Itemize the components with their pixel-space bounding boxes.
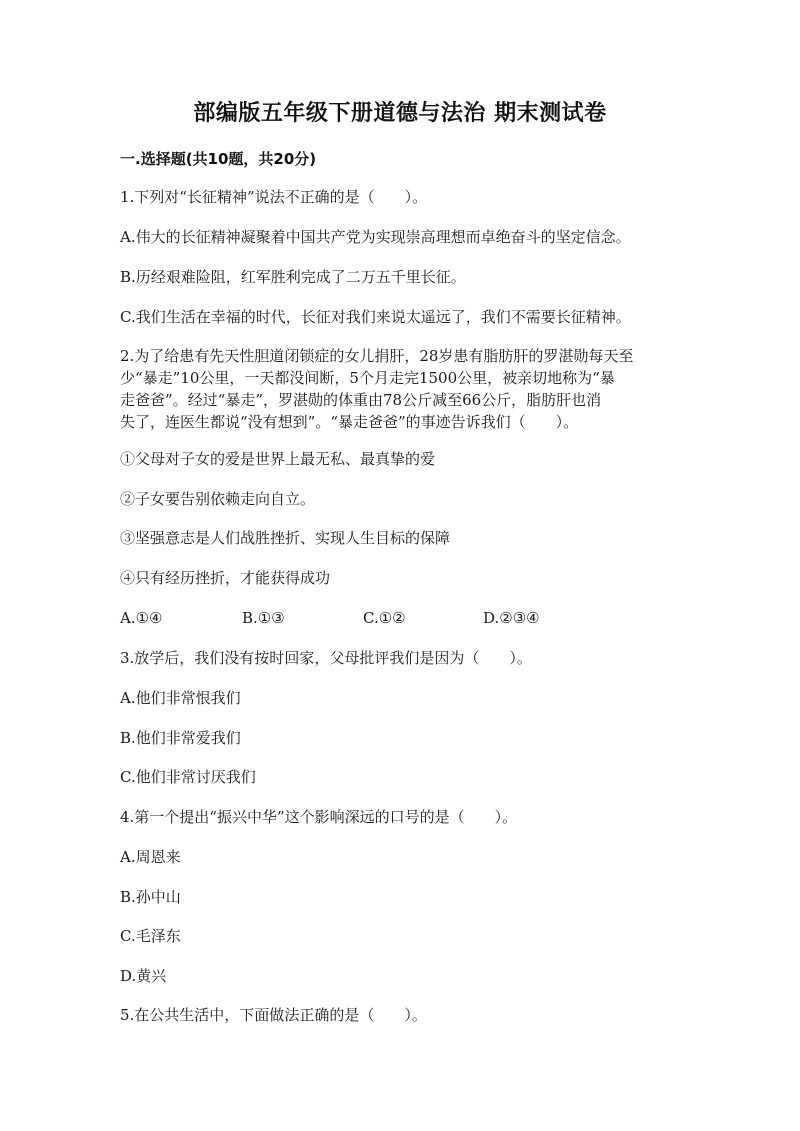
section-heading: 一.选择题(共10题，共20分) [120,150,317,168]
question-2-option-d: D.②③④ [483,609,540,627]
question-2-option-c: C.①② [363,609,406,627]
question-4-option-a: A.周恩来 [120,848,181,866]
question-2-stem-line-1: 2.为了给患有先天性胆道闭锁症的女儿捐肝，28岁患有脂肪肝的罗湛勋每天至 [120,347,634,365]
question-3-option-c: C.他们非常讨厌我们 [120,768,256,786]
question-4-option-c: C.毛泽东 [120,927,181,945]
question-4-option-b: B.孙中山 [120,888,181,906]
question-2-option-a: A.①④ [120,609,163,627]
question-2-statement-4: ④只有经历挫折，才能获得成功 [120,569,331,587]
question-1-stem: 1.下列对“长征精神”说法不正确的是（ ）。 [120,188,428,206]
question-1-option-b: B.历经艰难险阻，红军胜利完成了二万五千里长征。 [120,268,466,286]
question-2-statement-2: ②子女要告别依赖走向自立。 [120,490,316,508]
question-2-stem-line-2: 少“暴走”10公里，一天都没间断，5个月走完1500公里，被亲切地称为“暴 [120,369,615,387]
question-2-stem [120,345,680,433]
question-2-statement-3: ③坚强意志是人们战胜挫折、实现人生目标的保障 [120,529,451,547]
question-4-stem: 4.第一个提出“振兴中华”这个影响深远的口号的是（ ）。 [120,808,518,826]
question-2-stem-line-3: 走爸爸”。经过“暴走”，罗湛勋的体重由78公斤减至66公斤，脂肪肝也消 [120,391,602,409]
question-1-option-c: C.我们生活在幸福的时代，长征对我们来说太遥远了，我们不需要长征精神。 [120,308,631,326]
question-2-statement-1: ①父母对子女的爱是世界上最无私、最真挚的爱 [120,450,436,468]
question-1-option-a: A.伟大的长征精神凝聚着中国共产党为实现崇高理想而卓绝奋斗的坚定信念。 [120,228,631,246]
question-2-stem-line-4: 失了，连医生都说“没有想到”。“暴走爸爸”的事迹告诉我们（ ）。 [120,413,579,431]
question-3-option-a: A.他们非常恨我们 [120,689,241,707]
question-3-stem: 3.放学后，我们没有按时回家，父母批评我们是因为（ ）。 [120,649,532,667]
question-2-option-b: B.①③ [242,609,285,627]
page-title: 部编版五年级下册道德与法治 期末测试卷 [193,101,607,126]
question-5-stem: 5.在公共生活中，下面做法正确的是（ ）。 [120,1006,427,1024]
question-3-option-b: B.他们非常爱我们 [120,729,241,747]
question-4-option-d: D.黄兴 [120,967,167,985]
